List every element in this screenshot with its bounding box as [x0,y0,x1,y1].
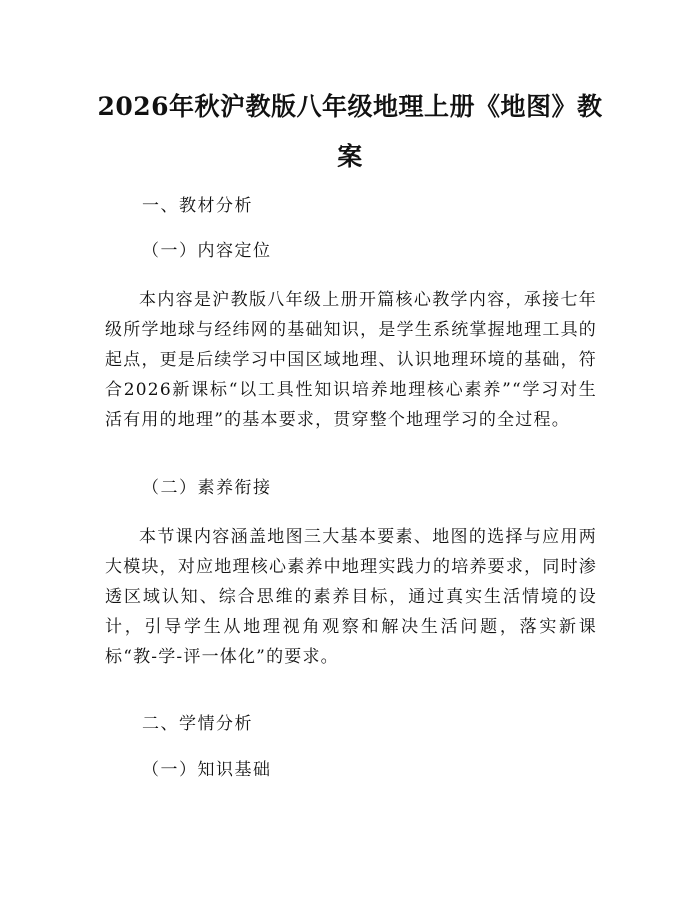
section-heading-textbook-analysis: 一、教材分析 [142,196,253,216]
paragraph-content-positioning: 本内容是沪教版八年级上册开篇核心教学内容，承接七年级所学地球与经纬网的基础知识，是学生系统掌握地理工具的起点，更是后续学习中国区域地理、认识地理环境的基础，符合2026新课标“以工具性知识培养地理核心素养”“学习对生活有用的地理”的基本要求，贯穿整个地理学习的全过程。 [105,290,597,430]
document-title: 2026年秋沪教版八年级地理上册《地图》教案 [97,92,603,171]
subsection-heading-literacy-connection: （二）素养衔接 [142,478,272,498]
subsection-heading-content-positioning: （一）内容定位 [142,241,272,261]
section-heading-learner-analysis: 二、学情分析 [142,714,253,734]
subsection-heading-knowledge-base: （一）知识基础 [142,760,272,780]
paragraph-literacy-connection: 本节课内容涵盖地图三大基本要素、地图的选择与应用两大模块，对应地理核心素养中地理实践力的培养要求，同时渗透区域认知、综合思维的素养目标，通过真实生活情境的设计，引导学生从地理视角观察和解决生活问题，落实新课标“教-学-评一体化”的要求。 [105,527,597,667]
